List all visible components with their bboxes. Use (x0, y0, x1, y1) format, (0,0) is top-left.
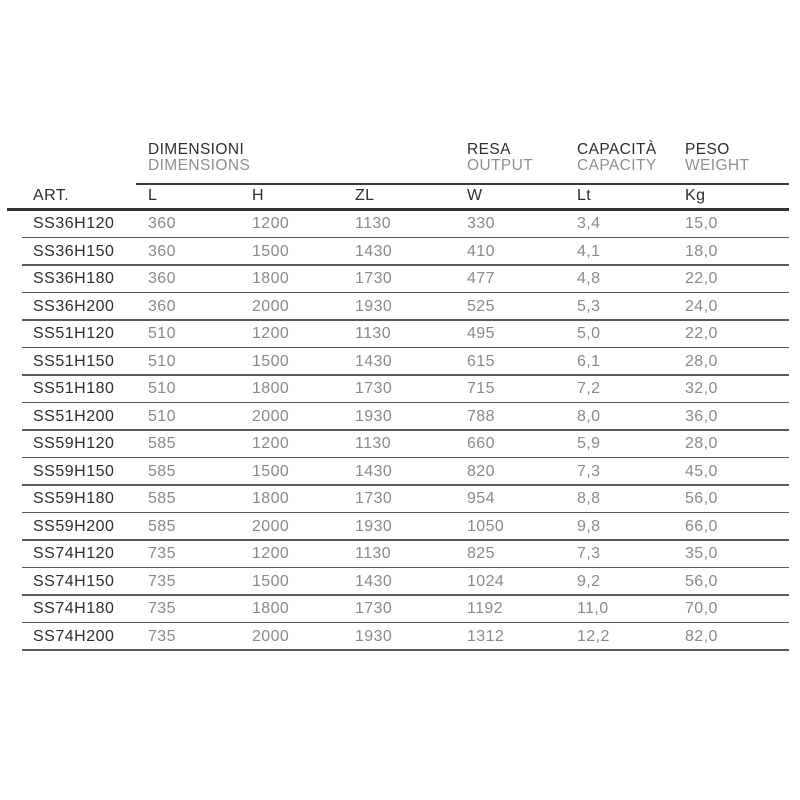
group-header-dimensions (148, 142, 467, 174)
cell-value: 660 (467, 435, 495, 453)
cell-value: 56,0 (685, 490, 718, 508)
cell-article-code: SS74H200 (33, 627, 115, 645)
cell-value: 70,0 (685, 600, 718, 618)
cell-value: 82,0 (685, 627, 718, 645)
cell-value: 585 (148, 462, 176, 480)
cell-value: 585 (148, 435, 176, 453)
column-header-art: ART. (33, 187, 69, 204)
cell-value: 7,2 (577, 380, 601, 398)
cell-value: 1930 (355, 297, 393, 315)
cell-article-code: SS74H120 (33, 545, 115, 563)
cell-value: 1050 (467, 517, 505, 535)
cell-value: 615 (467, 352, 495, 370)
cell-value: 1930 (355, 627, 393, 645)
group-header-capacity (577, 142, 685, 174)
cell-value: 1500 (252, 242, 290, 260)
cell-article-code: SS36H180 (33, 270, 115, 288)
cell-article-code: SS36H120 (33, 215, 115, 233)
column-header-lt: Lt (577, 187, 592, 204)
cell-value: 1130 (355, 545, 392, 563)
cell-value: 735 (148, 627, 176, 645)
cell-value: 1730 (355, 600, 393, 618)
cell-value: 360 (148, 297, 176, 315)
cell-value: 4,1 (577, 242, 601, 260)
cell-value: 735 (148, 600, 176, 618)
cell-value: 1800 (252, 380, 290, 398)
cell-value: 715 (467, 380, 495, 398)
cell-article-code: SS51H200 (33, 407, 115, 425)
cell-value: 360 (148, 242, 176, 260)
cell-value: 510 (148, 325, 176, 343)
cell-article-code: SS74H150 (33, 572, 115, 590)
column-header-kg: Kg (685, 187, 706, 204)
cell-value: 1500 (252, 462, 290, 480)
cell-value: 32,0 (685, 380, 718, 398)
cell-value: 1500 (252, 352, 290, 370)
cell-value: 66,0 (685, 517, 718, 535)
cell-value: 1800 (252, 600, 290, 618)
cell-value: 1200 (252, 545, 290, 563)
cell-article-code: SS59H150 (33, 462, 115, 480)
cell-value: 15,0 (685, 215, 718, 233)
group-header-weight (685, 142, 789, 174)
table-row (7, 321, 789, 349)
cell-value: 18,0 (685, 242, 718, 260)
cell-value: 360 (148, 215, 176, 233)
cell-value: 1024 (467, 572, 505, 590)
cell-value: 495 (467, 325, 495, 343)
table-row (7, 293, 789, 321)
cell-value: 35,0 (685, 545, 718, 563)
cell-value: 1430 (355, 462, 393, 480)
cell-value: 7,3 (577, 462, 601, 480)
cell-value: 1200 (252, 435, 290, 453)
table-row (7, 513, 789, 541)
cell-value: 45,0 (685, 462, 718, 480)
product-spec-table (7, 142, 789, 651)
table-row (7, 266, 789, 294)
cell-value: 510 (148, 407, 176, 425)
cell-value: 22,0 (685, 270, 718, 288)
cell-value: 28,0 (685, 352, 718, 370)
cell-value: 22,0 (685, 325, 718, 343)
cell-article-code: SS59H200 (33, 517, 115, 535)
column-header-l: L (148, 187, 158, 204)
table-row (7, 596, 789, 624)
cell-value: 510 (148, 352, 176, 370)
table-row (7, 403, 789, 431)
cell-value: 360 (148, 270, 176, 288)
cell-value: 2000 (252, 517, 290, 535)
cell-article-code: SS51H120 (33, 325, 115, 343)
cell-value: 1130 (355, 435, 392, 453)
cell-value: 8,0 (577, 407, 601, 425)
cell-value: 1130 (355, 215, 392, 233)
cell-value: 11,0 (577, 600, 609, 618)
cell-value: 510 (148, 380, 176, 398)
cell-value: 56,0 (685, 572, 718, 590)
table-row (7, 211, 789, 239)
table-row (7, 486, 789, 514)
cell-value: 585 (148, 517, 176, 535)
table-row (7, 458, 789, 486)
cell-value: 954 (467, 490, 495, 508)
cell-value: 2000 (252, 627, 290, 645)
cell-value: 820 (467, 462, 495, 480)
cell-article-code: SS51H180 (33, 380, 115, 398)
cell-value: 1500 (252, 572, 290, 590)
cell-value: 1800 (252, 270, 290, 288)
cell-article-code: SS59H120 (33, 435, 115, 453)
cell-value: 1730 (355, 380, 393, 398)
group-header-dimensions-secondary: DIMENSIONS (148, 157, 251, 174)
cell-value: 585 (148, 490, 176, 508)
cell-value: 1130 (355, 325, 392, 343)
cell-value: 5,9 (577, 435, 601, 453)
cell-article-code: SS59H180 (33, 490, 115, 508)
table-row (7, 541, 789, 569)
table-body (7, 211, 789, 651)
cell-value: 477 (467, 270, 495, 288)
cell-value: 1730 (355, 490, 393, 508)
cell-value: 1930 (355, 407, 393, 425)
cell-value: 825 (467, 545, 495, 563)
group-header-weight-secondary: WEIGHT (685, 157, 750, 174)
cell-article-code: SS36H150 (33, 242, 115, 260)
cell-article-code: SS74H180 (33, 600, 115, 618)
table-row (7, 348, 789, 376)
column-header-zl: ZL (355, 187, 375, 204)
cell-value: 9,2 (577, 572, 601, 590)
column-header-h: H (252, 187, 264, 204)
cell-value: 28,0 (685, 435, 718, 453)
cell-value: 8,8 (577, 490, 601, 508)
cell-value: 1800 (252, 490, 290, 508)
cell-value: 1430 (355, 352, 393, 370)
cell-value: 1312 (467, 627, 505, 645)
cell-value: 735 (148, 572, 176, 590)
cell-value: 7,3 (577, 545, 601, 563)
group-header-dimensions-primary: DIMENSIONI (148, 141, 245, 158)
cell-value: 2000 (252, 297, 290, 315)
cell-value: 3,4 (577, 215, 601, 233)
cell-value: 410 (467, 242, 495, 260)
cell-value: 525 (467, 297, 495, 315)
column-header-row (7, 185, 789, 208)
cell-value: 9,8 (577, 517, 601, 535)
group-header-capacity-secondary: CAPACITY (577, 157, 657, 174)
cell-value: 12,2 (577, 627, 610, 645)
table-row (7, 623, 789, 651)
cell-value: 1200 (252, 215, 290, 233)
column-header-w: W (467, 187, 483, 204)
column-group-header-row (7, 142, 789, 174)
cell-value: 1930 (355, 517, 393, 535)
cell-value: 1192 (467, 600, 504, 618)
cell-value: 1730 (355, 270, 393, 288)
cell-article-code: SS36H200 (33, 297, 115, 315)
table-row (7, 431, 789, 459)
cell-value: 6,1 (577, 352, 601, 370)
cell-value: 1200 (252, 325, 290, 343)
cell-value: 735 (148, 545, 176, 563)
group-header-output-primary: RESA (467, 141, 511, 158)
cell-value: 24,0 (685, 297, 718, 315)
group-header-weight-primary: PESO (685, 141, 730, 158)
cell-value: 36,0 (685, 407, 718, 425)
cell-value: 5,3 (577, 297, 601, 315)
cell-article-code: SS51H150 (33, 352, 115, 370)
cell-value: 4,8 (577, 270, 601, 288)
cell-value: 1430 (355, 242, 393, 260)
table-row (7, 568, 789, 596)
table-row (7, 238, 789, 266)
cell-value: 1430 (355, 572, 393, 590)
cell-value: 330 (467, 215, 495, 233)
group-header-output-secondary: OUTPUT (467, 157, 534, 174)
cell-value: 5,0 (577, 325, 601, 343)
cell-value: 788 (467, 407, 495, 425)
table-row (7, 376, 789, 404)
cell-value: 2000 (252, 407, 290, 425)
group-header-output (467, 142, 577, 174)
group-header-capacity-primary: CAPACITÀ (577, 141, 657, 158)
